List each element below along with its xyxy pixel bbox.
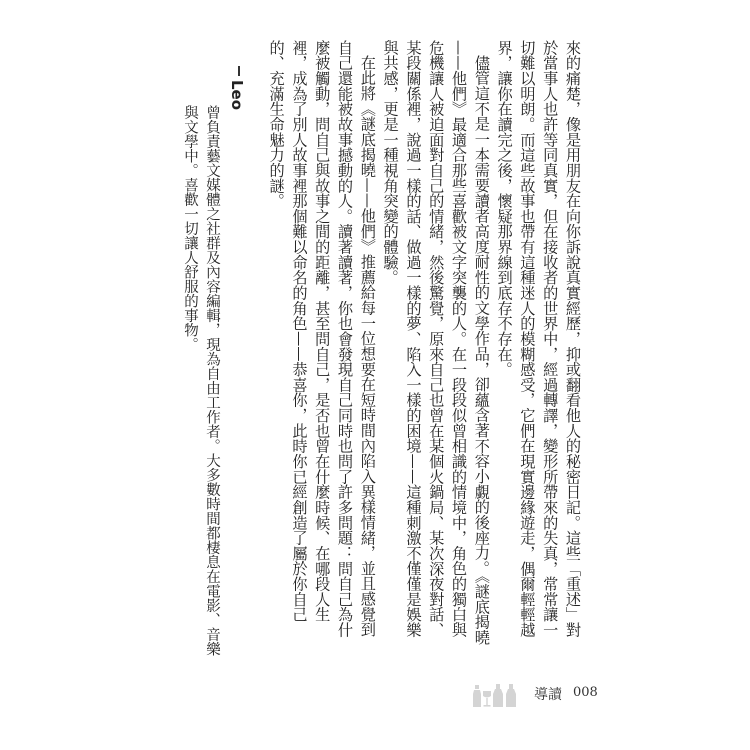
page-footer [472, 682, 602, 708]
bio-divider [238, 66, 240, 76]
page-number: 008 [573, 685, 598, 700]
main-body-text [254, 40, 584, 652]
paragraph-1: 來的痛楚，像是用朋友在向你訴說真實經歷，抑或翻看他人的秘密日記。這些「重述」對於當事人也許等同真實，但在接收者的世界中，經過轉譯，變形所帶來的失真，常常讓一切難以明朗。而這些故事也帶有這種迷人的模糊感受，它們在現實邊緣遊走，偶爾輕輕越界，讓你在讀完之後，懷疑那界線到底存不存在。 [495, 40, 582, 638]
section-title: 導讀 [534, 687, 562, 703]
bottles-glass-icon [472, 682, 528, 708]
paragraph-3: 在此將《謎底揭曉——他們》推薦給每一位想要在短時間內陷入異樣情緒，並且感覺到自己還能被故事撼動的人。讀著讀著，你也會發現自己同時也問了許多問題：問自己為什麼被觸動，問自己與故事之間的距離，甚至問自己，是否也曾在什麼時候、在哪段人生裡，成為了別人故事裡那個難以命名的角色——恭喜你，此時你已經創造了屬於你自己的、充滿生命魅力的謎。 [267, 40, 377, 638]
paragraph-2: 儘管這不是一本需要讀者高度耐性的文學作品，卻蘊含著不容小覷的後座力。《謎底揭曉——他們》最適合那些喜歡被文字突襲的人。在一段段似曾相識的情境中，角色的獨白與危機讓人被迫面對自己的情緒，然後驚覺，原來自己也曾在某個火鍋局、某次深夜對話、某段關係裡，說過一樣的話、做過一樣的夢、陷入一樣的困境——這種刺激不僅僅是娛樂與共感，更是一種視角突變的體驗。 [381, 40, 491, 646]
bio-author-name: Leo [228, 80, 246, 111]
bio-description: 曾負責藝文媒體之社群及內容編輯，現為自由工作者。大多數時間都棲息在電影、音樂與文學中。喜歡一切讓人舒服的事物。 [182, 105, 220, 656]
